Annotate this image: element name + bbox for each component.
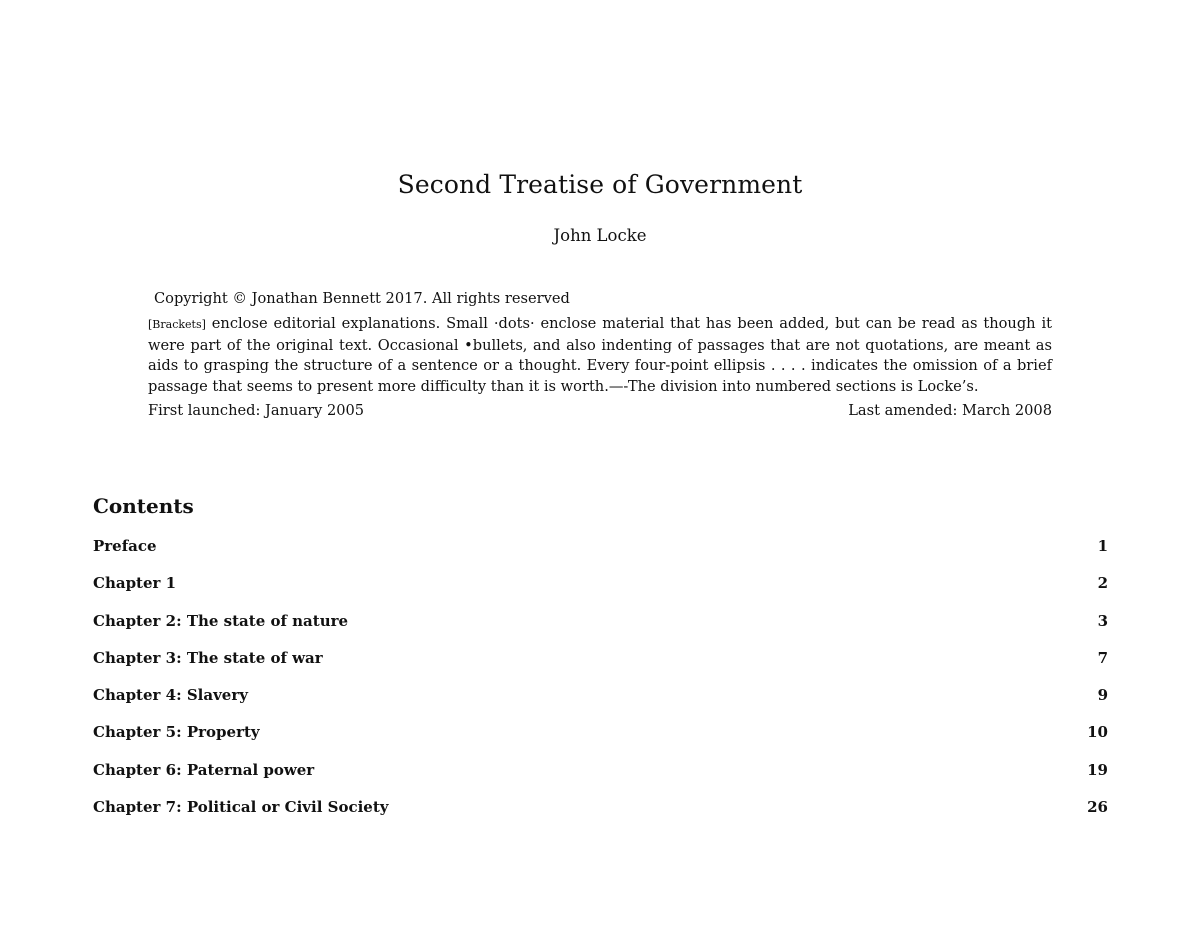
document-author: John Locke (553, 226, 647, 245)
brackets-label: [Brackets] (148, 318, 206, 331)
toc-entry-page: 1 (1097, 537, 1108, 555)
toc-entry-page: 9 (1097, 686, 1108, 705)
toc-entry-label: Chapter 2: The state of nature (93, 611, 349, 630)
document-title: Second Treatise of Government (397, 170, 803, 199)
toc-entry-label: Chapter 5: Property (93, 723, 260, 742)
toc-entry-chapter-1[interactable] (93, 574, 1108, 611)
toc-entry-page: 2 (1097, 574, 1108, 593)
contents-heading: Contents (93, 494, 194, 518)
toc-entry-label: Chapter 3: The state of war (93, 648, 323, 667)
toc-entry-chapter-4[interactable] (93, 686, 1108, 723)
copyright-notice: Copyright © Jonathan Bennett 2017. All rights reserved (154, 290, 570, 307)
toc-entry-chapter-7[interactable] (93, 798, 1108, 835)
toc-entry-label: Chapter 7: Political or Civil Society (93, 798, 389, 817)
toc-entry-page: 10 (1087, 723, 1108, 742)
toc-entry-chapter-3[interactable] (93, 649, 1108, 686)
editorial-notice (148, 314, 1052, 397)
publication-dates (148, 401, 1052, 422)
toc-entry-label: Chapter 4: Slavery (93, 686, 248, 705)
toc-entry-label: Chapter 1 (93, 574, 177, 593)
toc-entry-chapter-2[interactable] (93, 612, 1108, 649)
toc-entry-page: 3 (1097, 611, 1108, 630)
table-of-contents (93, 537, 1108, 835)
editorial-notice-text: enclose editorial explanations. Small ·dots· enclose material that has been added, but can be read as though it were part of the original text. Occasional •bullets, and also indenting of passages that are not quotations, are meant as aids to grasping the structure of a sentence or a thought. Every four-point ellipsis . . . . indicates the omission of a brief passage that seems to present more difficulty than it is worth.—-The division into numbered sections is Locke’s. (148, 315, 1052, 395)
toc-entry-page: 26 (1087, 798, 1108, 817)
toc-entry-preface[interactable] (93, 537, 1108, 574)
toc-entry-chapter-5[interactable] (93, 723, 1108, 760)
last-amended-date: Last amended: March 2008 (848, 402, 1052, 420)
toc-entry-label: Preface (93, 537, 157, 555)
front-matter (148, 289, 1052, 422)
first-launched-date: First launched: January 2005 (148, 402, 365, 420)
toc-entry-label: Chapter 6: Paternal power (93, 760, 315, 779)
toc-entry-page: 19 (1087, 760, 1108, 779)
toc-entry-page: 7 (1097, 648, 1108, 667)
toc-entry-chapter-6[interactable] (93, 761, 1108, 798)
